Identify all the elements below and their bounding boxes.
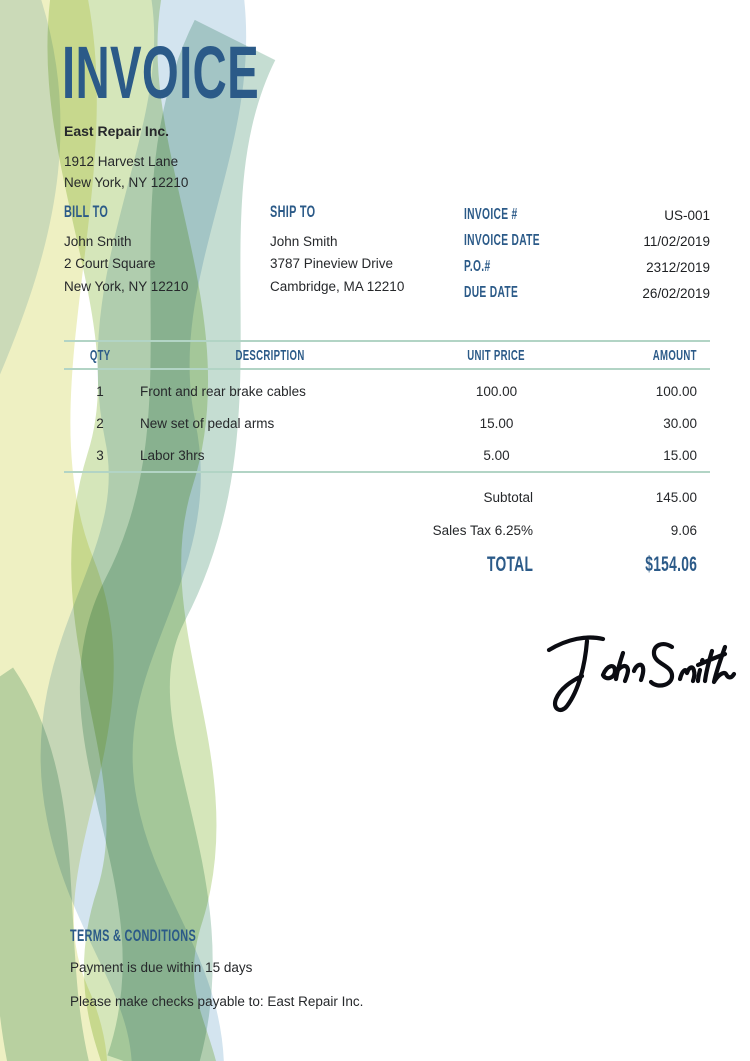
due-date-label: DUE DATE (464, 284, 519, 301)
table-header-row (64, 340, 710, 370)
ship-to-street: 3787 Pineview Drive (270, 256, 394, 271)
invoice-number-value: US-001 (664, 207, 710, 223)
signature-ink-strokes (549, 637, 734, 709)
row-unit-price: 5.00 (483, 447, 510, 463)
row-unit-price: 15.00 (479, 415, 514, 431)
terms-block (70, 926, 363, 1009)
subtotal-value: 145.00 (655, 489, 697, 505)
invoice-number-row (464, 202, 710, 228)
due-date-value: 26/02/2019 (642, 285, 710, 301)
bill-to-street: 2 Court Square (64, 256, 156, 271)
bill-to-block (64, 201, 188, 298)
totals-block (64, 471, 710, 579)
sales-tax-label: Sales Tax 6.25% (432, 522, 533, 538)
terms-line2: Please make checks payable to: East Repair Inc. (70, 994, 364, 1009)
terms-line1: Payment is due within 15 days (70, 960, 253, 975)
grand-total-row (64, 549, 710, 579)
invoice-title-text: INVOICE (62, 31, 259, 114)
bill-to-name: John Smith (64, 233, 132, 249)
ship-to-city: Cambridge, MA 12210 (270, 278, 405, 294)
table-body (64, 370, 710, 473)
terms-label: TERMS & CONDITIONS (70, 926, 197, 945)
wave-yellow-ribbon (13, 0, 56, 1061)
total-value: $154.06 (645, 551, 697, 576)
bill-to-city: New York, NY 12210 (64, 278, 189, 294)
invoice-number-label: INVOICE # (464, 206, 518, 223)
sales-tax-row (64, 519, 710, 541)
ship-to-block (270, 201, 404, 298)
row-qty: 2 (96, 415, 104, 431)
company-address-line2: New York, NY 12210 (64, 175, 189, 190)
row-qty: 3 (96, 447, 104, 463)
ship-to-label: SHIP TO (270, 202, 316, 221)
amount-column-header: AMOUNT (652, 346, 697, 364)
row-amount: 100.00 (655, 383, 697, 399)
qty-column-header: QTY (89, 346, 111, 364)
company-block (64, 121, 188, 193)
company-name: East Repair Inc. (64, 123, 170, 139)
total-label: TOTAL (486, 551, 533, 576)
row-amount: 15.00 (663, 447, 697, 463)
signature-john-smith (535, 595, 740, 723)
row-qty: 1 (96, 383, 104, 399)
due-date-row (464, 280, 710, 306)
subtotal-row (64, 486, 710, 508)
row-description: Labor 3hrs (140, 447, 205, 463)
subtotal-label: Subtotal (483, 489, 533, 505)
wave-teal-bottom-ribbon (0, 690, 55, 1061)
invoice-date-value: 11/02/2019 (643, 233, 710, 249)
invoice-meta-block (464, 202, 710, 306)
bill-to-label: BILL TO (64, 202, 109, 221)
page-title (62, 31, 370, 114)
line-items-table (64, 340, 710, 473)
row-description: New set of pedal arms (140, 415, 275, 431)
invoice-date-label: INVOICE DATE (464, 232, 540, 249)
table-row (64, 375, 710, 407)
po-number-row (464, 254, 710, 280)
row-amount: 30.00 (663, 415, 697, 431)
table-row (64, 407, 710, 439)
po-number-label: P.O.# (464, 258, 491, 275)
company-address-line1: 1912 Harvest Lane (64, 154, 179, 169)
wave-pale-blue-ribbon (0, 0, 18, 360)
sales-tax-value: 9.06 (670, 522, 697, 538)
invoice-date-row (464, 228, 710, 254)
ship-to-name: John Smith (270, 233, 338, 249)
table-row (64, 439, 710, 471)
unit-price-column-header: UNIT PRICE (467, 346, 526, 364)
row-unit-price: 100.00 (475, 383, 518, 399)
row-description: Front and rear brake cables (140, 383, 306, 399)
description-column-header: DESCRIPTION (235, 346, 305, 364)
po-number-value: 2312/2019 (646, 259, 710, 275)
